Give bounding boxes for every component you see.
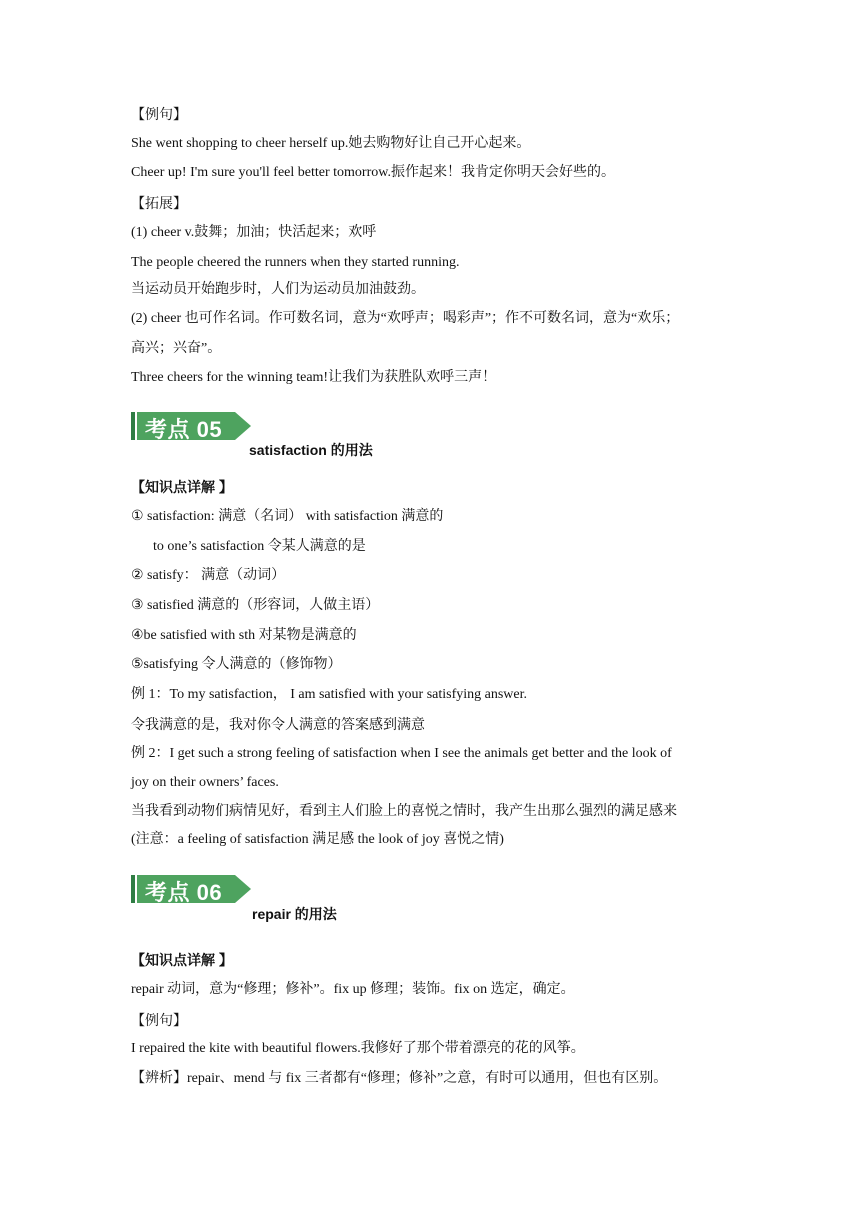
topic-05-example-1-chinese: 令我满意的是，我对你令人满意的答案感到满意 bbox=[131, 716, 425, 732]
topic-06-heading: 【知识点详解 】 bbox=[131, 952, 233, 968]
topic-05-item-2: ② satisfy： 满意（动词） bbox=[131, 568, 286, 583]
topic-06-example-heading: 【例句】 bbox=[131, 1012, 187, 1028]
topic-05-note: (注意：a feeling of satisfaction 满足感 the look of joy 喜悦之情) bbox=[131, 832, 504, 847]
topic-05-example-1: 例 1：To my satisfaction， I am satisfied with your satisfying answer. bbox=[131, 687, 528, 702]
topic-05-example-2-line-2: joy on their owners’ faces. bbox=[131, 775, 279, 790]
topic-05-badge-label: 考点 05 bbox=[145, 417, 223, 442]
topic-05-badge bbox=[131, 410, 253, 442]
example-sentence-1: She went shopping to cheer herself up.她去购物好让自己开心起来。 bbox=[131, 136, 531, 151]
topic-05-item-4: ④be satisfied with sth 对某物是满意的 bbox=[131, 628, 357, 643]
extend-heading: 【拓展】 bbox=[131, 195, 187, 211]
topic-05-title: satisfaction 的用法 bbox=[249, 442, 373, 458]
extend-item-2-line-2: 高兴；兴奋”。 bbox=[131, 341, 222, 356]
example-sentence-2: Cheer up! I'm sure you'll feel better tomorrow.振作起来！我肯定你明天会好些的。 bbox=[131, 165, 615, 180]
topic-06-badge-label: 考点 06 bbox=[145, 880, 223, 905]
extend-item-2-line-1: (2) cheer 也可作名词。作可数名词，意为“欢呼声；喝彩声”；作不可数名词，意为“欢乐； bbox=[131, 311, 680, 326]
extend-item-1-english: The people cheered the runners when they started running. bbox=[131, 255, 460, 270]
topic-05-item-3: ③ satisfied 满意的（形容词，人做主语） bbox=[131, 598, 380, 613]
topic-06-example-1: I repaired the kite with beautiful flowers.我修好了那个带着漂亮的花的风筝。 bbox=[131, 1041, 585, 1056]
extend-item-1: (1) cheer v.鼓舞；加油；快活起来；欢呼 bbox=[131, 225, 377, 240]
example-heading: 【例句】 bbox=[131, 106, 187, 122]
topic-05-heading: 【知识点详解 】 bbox=[131, 479, 233, 495]
topic-06-definition: repair 动词，意为“修理；修补”。fix up 修理；装饰。fix on 选定，确定。 bbox=[131, 982, 575, 997]
extend-item-2-example: Three cheers for the winning team!让我们为获胜队欢呼三声！ bbox=[131, 370, 497, 385]
extend-item-1-chinese: 当运动员开始跑步时，人们为运动员加油鼓劲。 bbox=[131, 282, 425, 297]
topic-05-item-1-sub: to one’s satisfaction 令某人满意的是 bbox=[153, 539, 366, 554]
topic-06-title: repair 的用法 bbox=[252, 906, 337, 922]
topic-05-example-2-line-1: 例 2：I get such a strong feeling of satisfaction when I see the animals get better and the look of bbox=[131, 746, 672, 761]
topic-05-item-1: ① satisfaction: 满意（名词） with satisfaction 满意的 bbox=[131, 509, 444, 524]
topic-05-item-5: ⑤satisfying 令人满意的（修饰物） bbox=[131, 657, 342, 672]
topic-06-analysis: 【辨析】repair、mend 与 fix 三者都有“修理；修补”之意，有时可以通用，但也有区别。 bbox=[131, 1071, 668, 1086]
topic-05-example-2-chinese: 当我看到动物们病情见好，看到主人们脸上的喜悦之情时，我产生出那么强烈的满足感来 bbox=[131, 802, 677, 818]
topic-06-badge bbox=[131, 873, 253, 905]
